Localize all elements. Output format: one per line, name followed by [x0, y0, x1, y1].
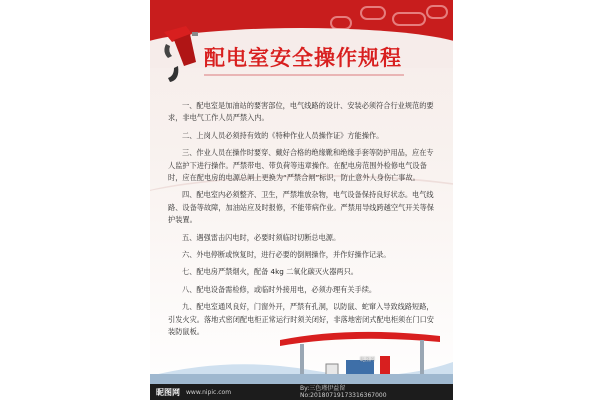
- image-number: No:20180719173316367000: [300, 392, 387, 399]
- gas-station-illustration: [150, 326, 453, 386]
- site-logo: 昵图网: [156, 388, 180, 397]
- cloud-ornament: [360, 6, 386, 20]
- rule-item: 一、配电室是加油站的要害部位，电气线路的设计、安装必须符合行业规范的要求，非电气工作人员严禁入内。: [168, 101, 434, 123]
- rules-list: [168, 100, 440, 344]
- rule-item: 六、外电停断或恢复时，进行必要的倒闸操作，并作好操作记录。: [182, 250, 391, 260]
- illustration-credit: 昵图网: [360, 357, 376, 363]
- rule-item: 八、配电设备需检修，或临时外接用电，必须办理有关手续。: [182, 284, 377, 294]
- title-underline: [204, 74, 404, 76]
- cloud-ornament: [426, 5, 448, 19]
- rule-item: 五、遇强雷击闪电时，必要时须临时切断总电源。: [182, 232, 341, 242]
- rule-item: 四、配电室内必须整齐、卫生，严禁堆放杂物，电气设备保持良好状态。电气线路、设备等故障，加油站应及时报修，不能带病作业。严禁用导线跨越空气开关等保护装置。: [168, 190, 434, 225]
- safety-poster: [150, 0, 453, 400]
- watermark-footer: [150, 384, 453, 400]
- rule-item: 三、作业人员在操作时要穿、戴好合格的绝缘靴和绝缘手套等防护用品，应在专人监护下进行操作。严禁带电、带负荷等违章操作。在配电房范围外检修电气设备时，应在配电房的电源总闸上更换为“严禁合闸”标识，防止意外人身伤亡事故。: [168, 148, 434, 183]
- rule-item: 七、配电房严禁烟火，配备 4kg 二氧化碳灭火器两只。: [182, 267, 358, 277]
- cloud-ornament: [392, 12, 426, 26]
- fuel-nozzle-icon: [156, 22, 206, 84]
- rule-item: 九、配电室通风良好，门窗外开，严禁有孔洞，以防鼠、蛇窜入导致线路短路，引发火灾。落地式密闭配电柜正常运行时须关闭好，非落地密闭式配电柜须在门口安装防鼠板。: [168, 302, 434, 337]
- poster-title: 配电室安全操作规程: [204, 46, 402, 70]
- site-url[interactable]: www.nipic.com: [186, 389, 232, 396]
- rule-item: 二、上岗人员必须持有效的《特种作业人员操作证》方能操作。: [182, 130, 384, 140]
- author-label: By:三色瑾伊益留: [300, 385, 346, 392]
- image-meta: [300, 385, 387, 399]
